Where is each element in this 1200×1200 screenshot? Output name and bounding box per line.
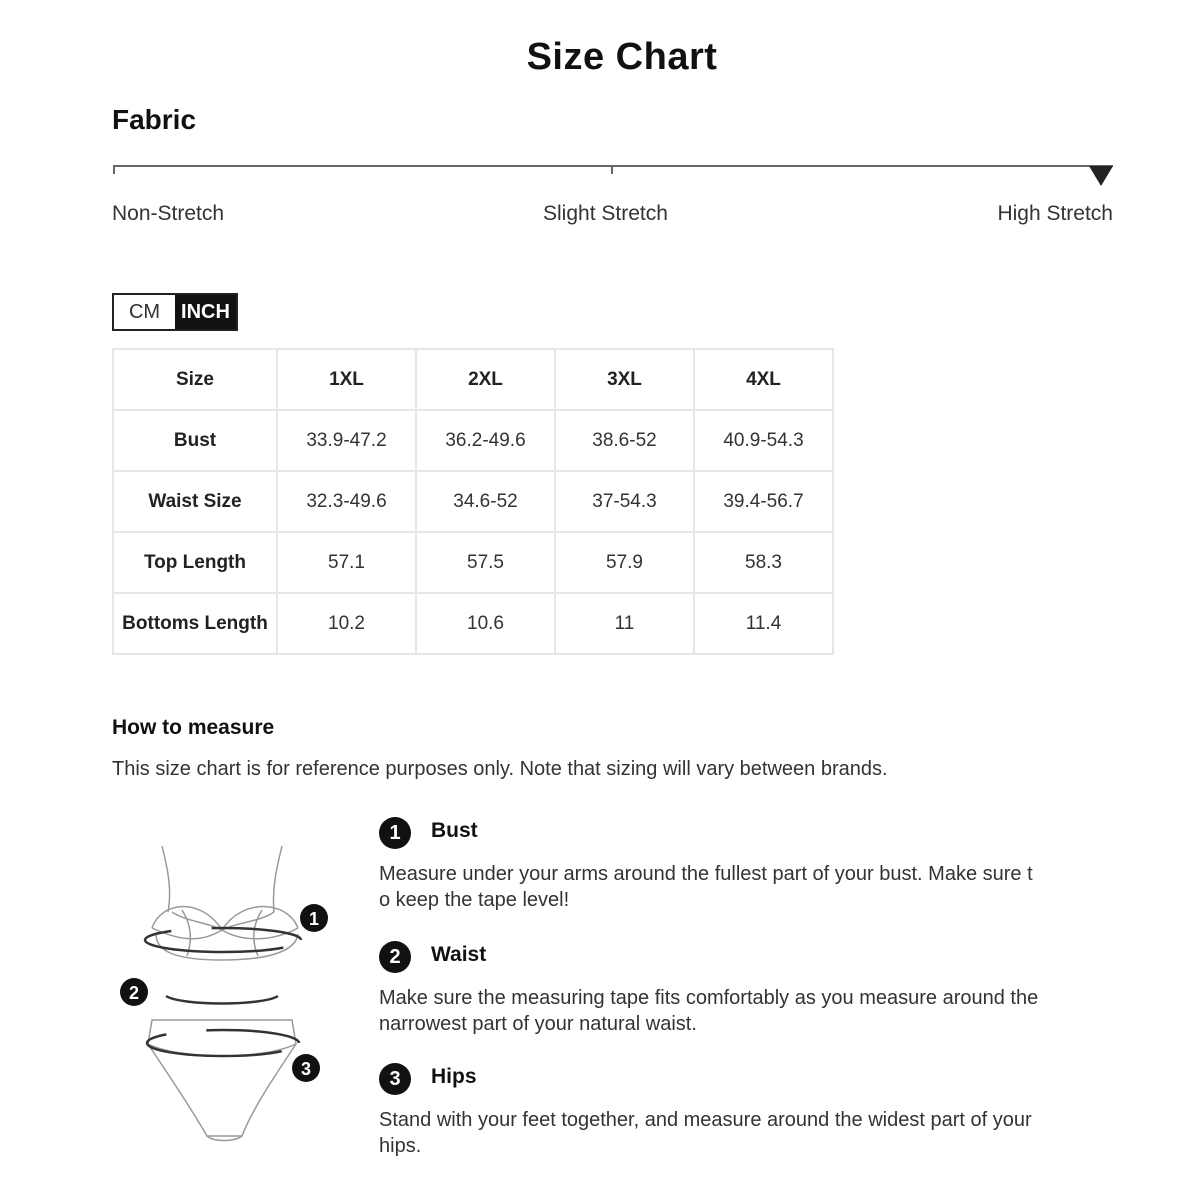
svg-text:3: 3 [300,1059,312,1079]
stretch-scale-tick [611,165,613,174]
step-description: Stand with your feet together, and measure around the widest part of your hips. [379,1109,1032,1157]
column-header: Size [113,349,277,410]
table-cell: 11.4 [694,593,833,654]
step-description: Measure under your arms around the fullest part of your bust. Make sure to keep the tape level! [379,863,1033,911]
row-label: Waist Size [113,471,277,532]
waist-measure-line [166,996,278,1004]
stretch-marker-icon [1089,166,1113,186]
bust-measure-line [145,928,301,952]
how-to-measure-heading: How to measure [112,716,275,739]
marker-3-icon [292,1054,320,1082]
svg-text:2: 2 [128,983,140,1003]
table-header-row [113,349,833,410]
column-header: 3XL [555,349,694,410]
measurement-figure [112,830,342,1150]
stretch-scale-line [113,165,1113,167]
step-title: Bust [431,819,478,842]
hips-measure-line [147,1030,299,1056]
table-cell: 33.9-47.2 [277,410,416,471]
step-number-icon: 3 [379,1063,411,1095]
scale-label-non-stretch: Non-Stretch [112,202,225,225]
table-cell: 32.3-49.6 [277,471,416,532]
step-description: Make sure the measuring tape fits comfortably as you measure around the narrowest part of your natural waist. [379,987,1039,1035]
fabric-heading: Fabric [112,104,197,135]
column-header: 1XL [277,349,416,410]
stretch-scale-tick [113,165,115,174]
unit-option-cm[interactable]: CM [114,295,175,329]
table-cell: 11 [555,593,694,654]
table-cell: 10.2 [277,593,416,654]
bikini-bottom-illustration [148,1020,296,1141]
bikini-top-illustration [152,846,298,960]
table-row [113,532,833,593]
table-cell: 57.9 [555,532,694,593]
table-cell: 34.6-52 [416,471,555,532]
table-cell: 57.1 [277,532,416,593]
table-row [113,593,833,654]
column-header: 2XL [416,349,555,410]
marker-1-icon [300,904,328,932]
step-title: Waist [431,943,487,966]
reference-note: This size chart is for reference purposes only. Note that sizing will vary between brands. [112,758,888,780]
page-title: Size Chart [526,36,718,78]
table-cell: 38.6-52 [555,410,694,471]
row-label: Bottoms Length [113,593,277,654]
marker-2-icon [120,978,148,1006]
svg-text:1: 1 [308,909,320,929]
table-cell: 37-54.3 [555,471,694,532]
unit-option-inch[interactable]: INCH [175,295,236,329]
scale-label-high-stretch: High Stretch [997,202,1113,225]
row-label: Bust [113,410,277,471]
row-label: Top Length [113,532,277,593]
step-number-icon: 1 [379,817,411,849]
column-header: 4XL [694,349,833,410]
step-number-icon: 2 [379,941,411,973]
size-table [112,348,834,655]
table-row [113,471,833,532]
table-cell: 36.2-49.6 [416,410,555,471]
scale-label-slight-stretch: Slight Stretch [543,202,668,225]
table-cell: 57.5 [416,532,555,593]
step-title: Hips [431,1065,477,1088]
table-row [113,410,833,471]
table-cell: 40.9-54.3 [694,410,833,471]
table-cell: 39.4-56.7 [694,471,833,532]
table-cell: 10.6 [416,593,555,654]
table-cell: 58.3 [694,532,833,593]
unit-toggle [112,293,238,331]
